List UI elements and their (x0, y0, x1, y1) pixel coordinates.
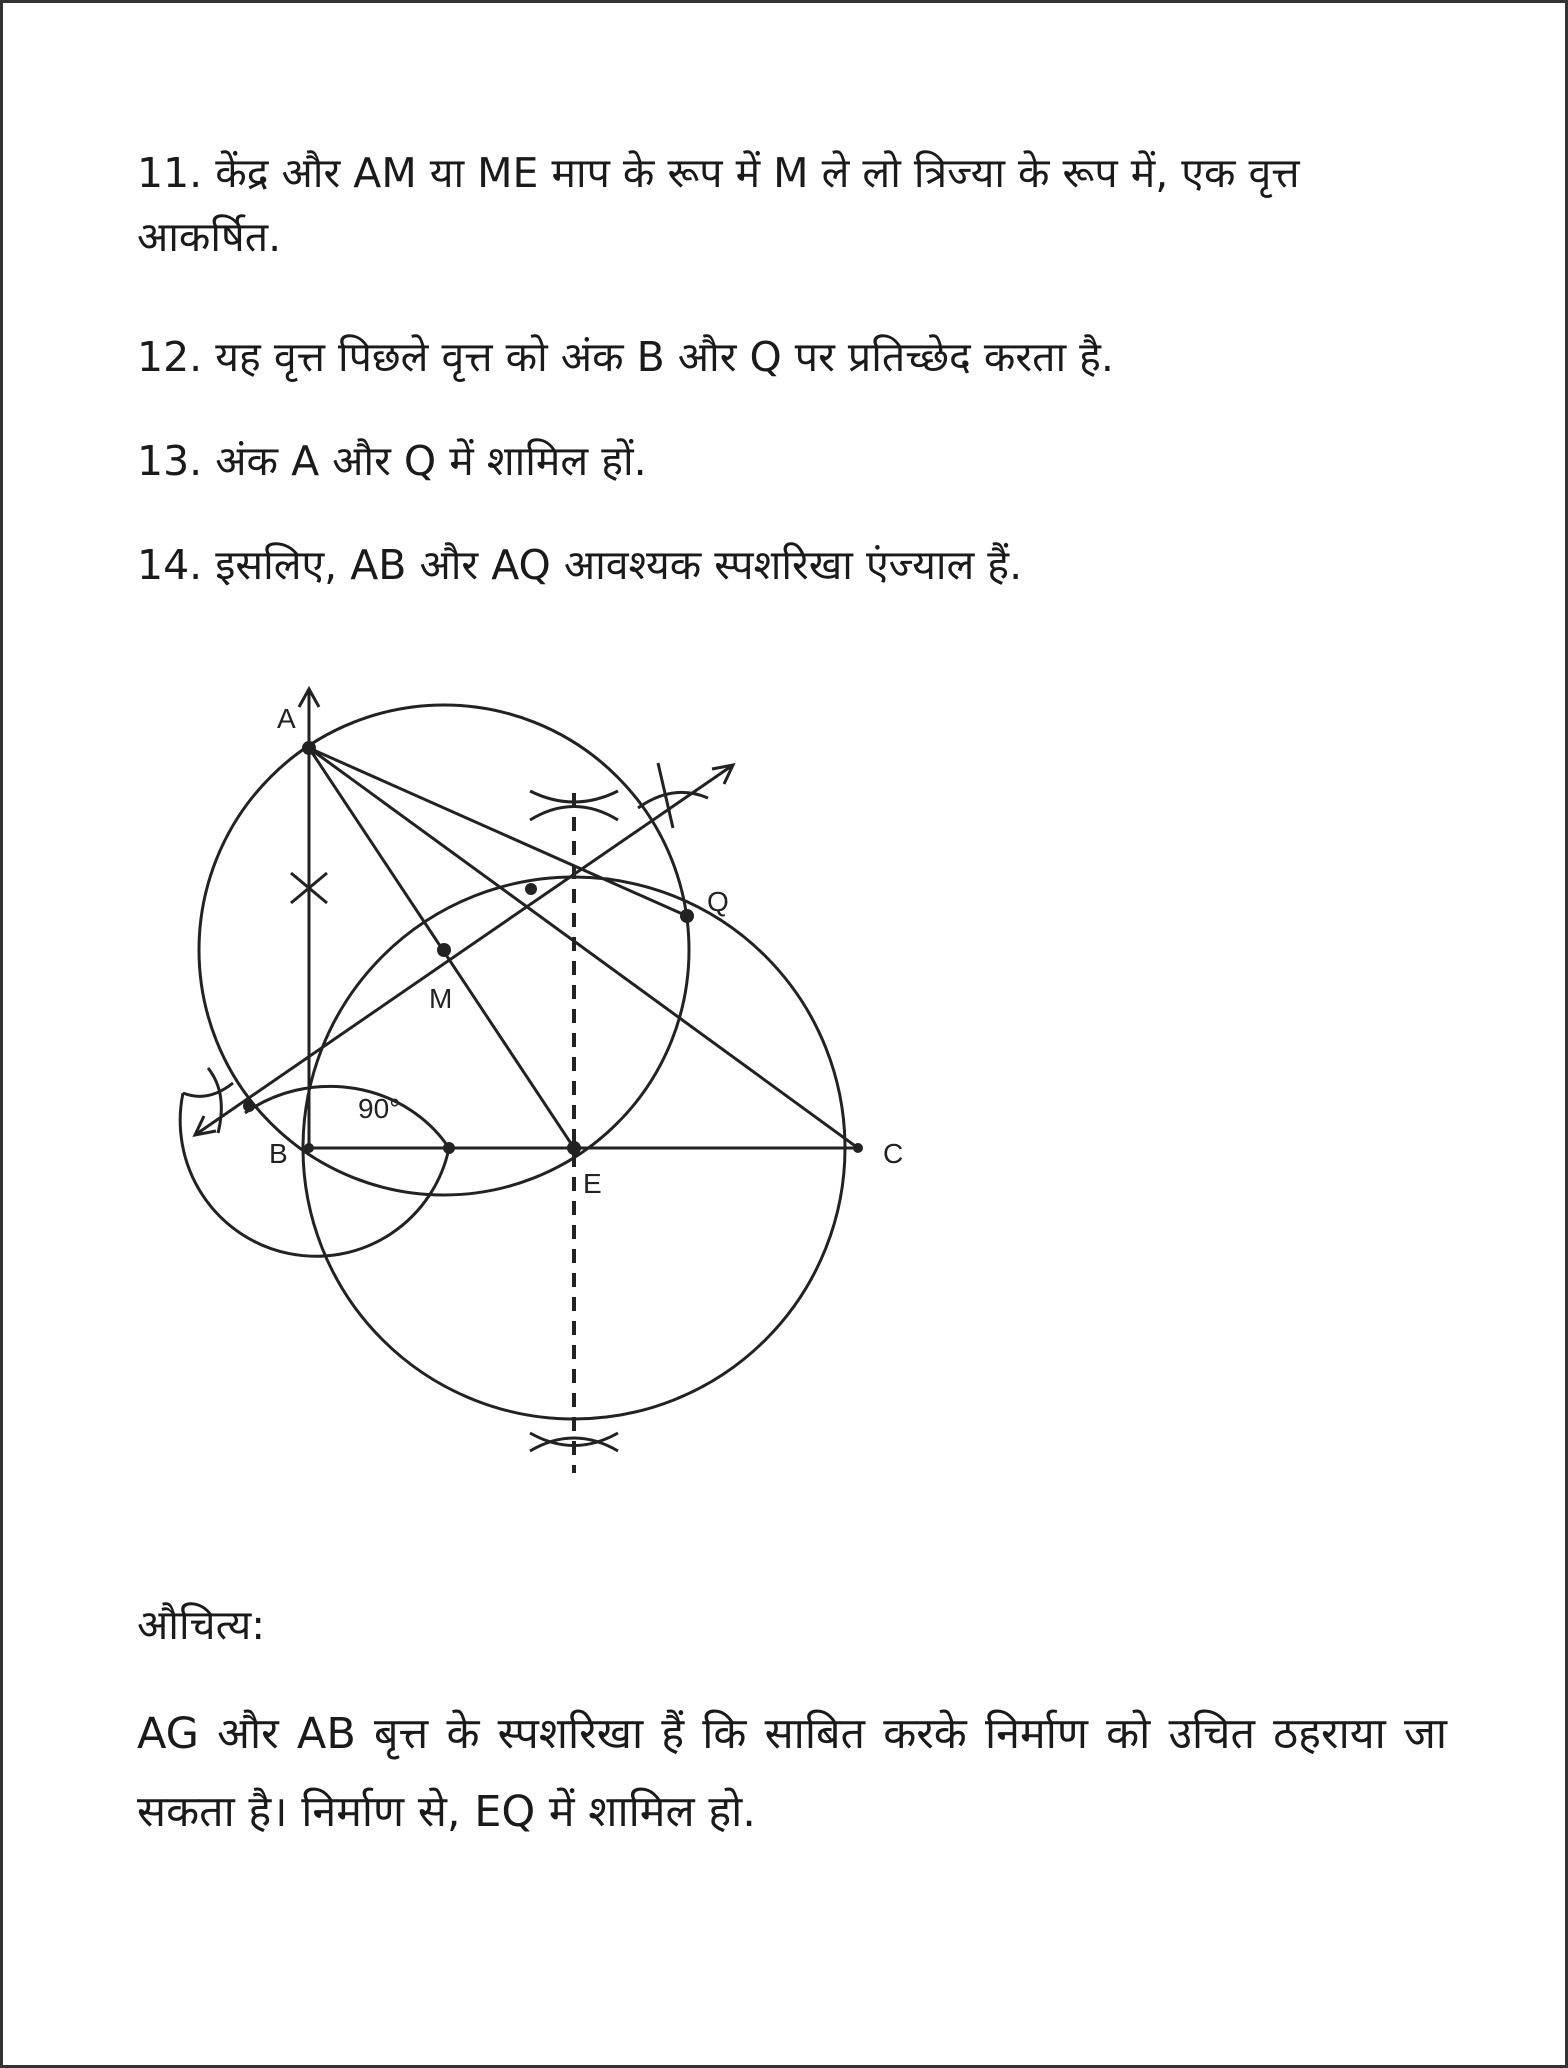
justification-text: AG और AB बृत्त के स्पशरिखा हैं कि साबित करके निर्माण को उचित ठहराया जा सकता है। निर्माण से, EQ में शामिल हो. (137, 1709, 1447, 1837)
label-a: A (277, 703, 296, 734)
construction-figure (173, 673, 933, 1513)
label-m: M (429, 983, 453, 1014)
tangent-construction-diagram (173, 673, 933, 1513)
mark-left-2 (183, 1083, 233, 1096)
label-c: C (883, 1138, 904, 1169)
point-q (680, 909, 694, 923)
point-a (302, 741, 316, 755)
point-c (853, 1143, 863, 1153)
point-e (567, 1141, 581, 1155)
step-14: 14. इसलिए, AB और AQ आवश्यक स्पशरिखा एंज्याल हैं. (137, 541, 1023, 589)
point-b (304, 1143, 314, 1153)
point-m (437, 943, 451, 957)
label-q: Q (707, 886, 729, 917)
label-e: E (583, 1168, 602, 1199)
point-intersection (525, 883, 537, 895)
label-b: B (269, 1138, 288, 1169)
label-angle: 90° (358, 1093, 401, 1124)
step-12: 12. यह वृत्त पिछले वृत्त को अंक B और Q पर प्रतिच्छेद करता है. (137, 333, 1114, 381)
justification-heading: औचित्य: (137, 1601, 266, 1649)
point-left (243, 1100, 255, 1112)
step-13: 13. अंक A और Q में शामिल हों. (137, 437, 647, 485)
step-11: 11. केंद्र और AM या ME माप के रूप में M ले लो त्रिज्या के रूप में, एक वृत्त आकर्षित. (137, 149, 1300, 261)
point-arc-center (443, 1142, 455, 1154)
